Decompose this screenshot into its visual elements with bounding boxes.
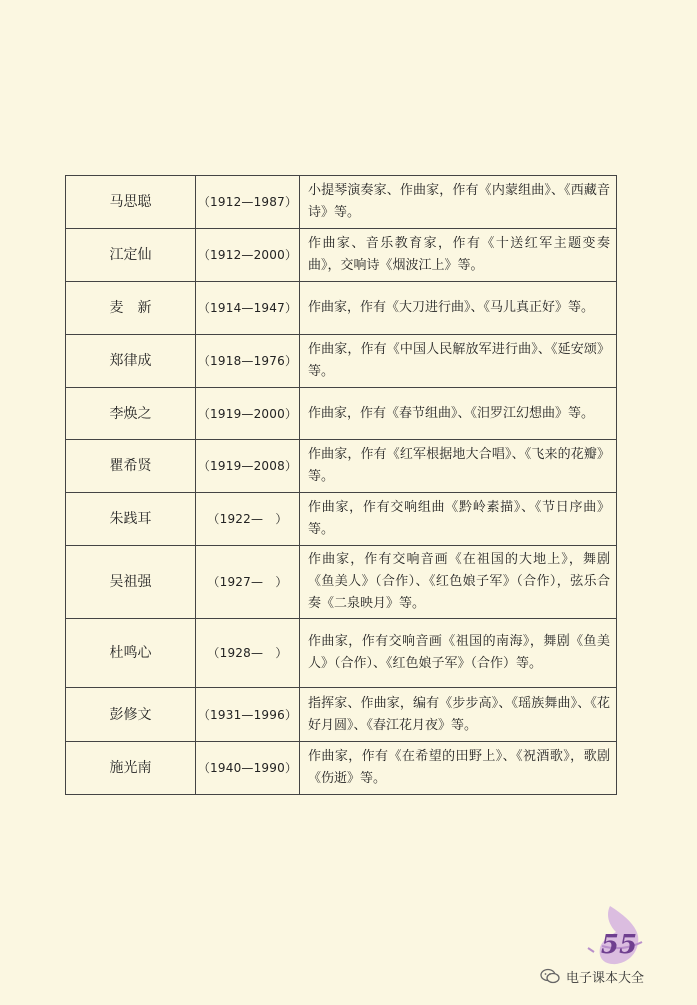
composer-name: 麦 新 — [66, 282, 196, 335]
composer-description: 作曲家，作有《春节组曲》、《汨罗江幻想曲》等。 — [300, 388, 617, 440]
composers-table-body — [66, 176, 617, 795]
composer-row — [66, 688, 617, 742]
composer-description: 作曲家，作有交响音画《祖国的南海》，舞剧《鱼美人》（合作）、《红色娘子军》（合作）等。 — [300, 619, 617, 688]
composer-row — [66, 388, 617, 440]
composer-years: （1927— ） — [196, 546, 300, 619]
composer-name: 瞿希贤 — [66, 440, 196, 493]
composer-description: 作曲家，作有《红军根据地大合唱》、《飞来的花瓣》等。 — [300, 440, 617, 493]
composer-years: （1919—2008） — [196, 440, 300, 493]
composer-row — [66, 282, 617, 335]
composer-name: 马思聪 — [66, 176, 196, 229]
composer-description: 作曲家，作有《在希望的田野上》、《祝酒歌》，歌剧《伤逝》等。 — [300, 742, 617, 795]
watermark — [540, 965, 644, 987]
composer-name: 江定仙 — [66, 229, 196, 282]
composer-description: 指挥家、作曲家，编有《步步高》、《瑶族舞曲》、《花好月圆》、《春江花月夜》等。 — [300, 688, 617, 742]
composer-description: 作曲家、音乐教育家，作有《十送红军主题变奏曲》，交响诗《烟波江上》等。 — [300, 229, 617, 282]
composer-row — [66, 229, 617, 282]
composer-years: （1914—1947） — [196, 282, 300, 335]
composer-row — [66, 440, 617, 493]
composer-description: 作曲家，作有交响音画《在祖国的大地上》，舞剧《鱼美人》（合作）、《红色娘子军》（合作），弦乐合奏《二泉映月》等。 — [300, 546, 617, 619]
composer-name: 彭修文 — [66, 688, 196, 742]
composer-years: （1922— ） — [196, 493, 300, 546]
composer-description: 小提琴演奏家、作曲家，作有《内蒙组曲》、《西藏音诗》等。 — [300, 176, 617, 229]
composer-description: 作曲家，作有交响组曲《黔岭素描》、《节日序曲》等。 — [300, 493, 617, 546]
composer-row — [66, 335, 617, 388]
composer-years: （1940—1990） — [196, 742, 300, 795]
composer-name: 朱践耳 — [66, 493, 196, 546]
composer-row — [66, 493, 617, 546]
composer-years: （1918—1976） — [196, 335, 300, 388]
composer-name: 郑律成 — [66, 335, 196, 388]
composer-years: （1928— ） — [196, 619, 300, 688]
composers-table — [65, 175, 617, 795]
composer-row — [66, 546, 617, 619]
page-number: 55 — [600, 930, 638, 960]
composer-description: 作曲家，作有《中国人民解放军进行曲》、《延安颂》等。 — [300, 335, 617, 388]
composer-years: （1931—1996） — [196, 688, 300, 742]
composer-name: 施光南 — [66, 742, 196, 795]
composer-name: 杜鸣心 — [66, 619, 196, 688]
composer-years: （1919—2000） — [196, 388, 300, 440]
composer-row — [66, 619, 617, 688]
composer-row — [66, 742, 617, 795]
composer-name: 吴祖强 — [66, 546, 196, 619]
composer-description: 作曲家，作有《大刀进行曲》、《马儿真正好》等。 — [300, 282, 617, 335]
composer-row — [66, 176, 617, 229]
composer-name: 李焕之 — [66, 388, 196, 440]
composer-years: （1912—2000） — [196, 229, 300, 282]
watermark-text: 电子课本大全 — [566, 970, 645, 986]
composer-years: （1912—1987） — [196, 176, 300, 229]
wechat-icon — [540, 968, 560, 984]
